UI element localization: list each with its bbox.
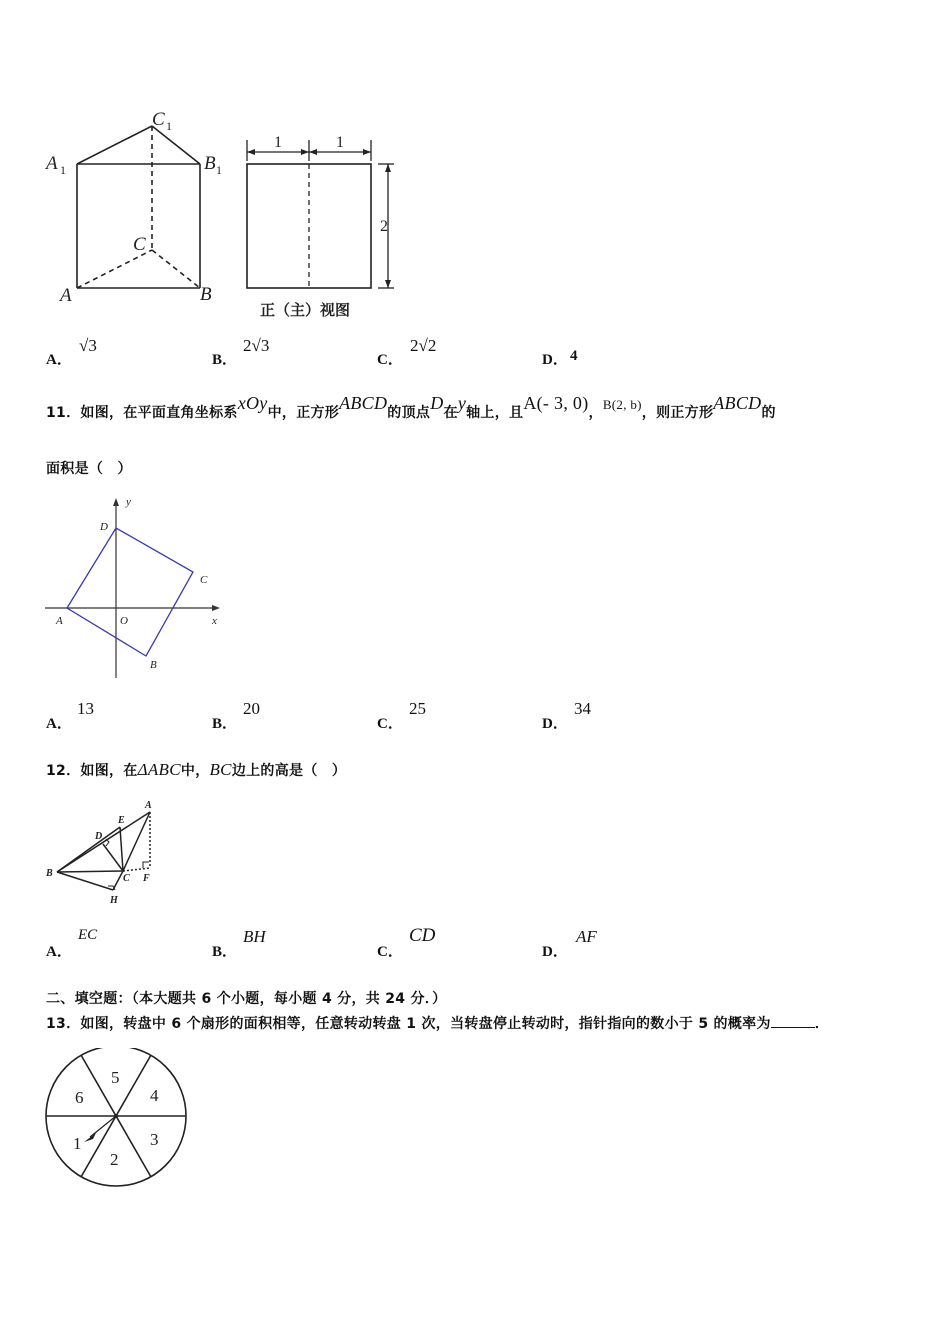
label-A1-sub: 1 [60,163,66,177]
q11-option-c-value: 25 [409,699,426,718]
q10-option-c-letter: C． [377,352,403,368]
q12-label-a: A [145,800,152,811]
q12-label-e: E [118,815,125,826]
q12-math-triangle: ΔABC [137,760,181,779]
q10-option-a-value: √3 [79,336,97,355]
q12-option-b-value: BH [243,927,266,946]
sector-1: 1 [73,1134,82,1153]
dim-top-left: 1 [274,134,282,151]
dim-top-right: 1 [336,134,344,151]
spinner-figure [40,1048,195,1193]
q12-option-d-letter: D． [542,944,568,960]
q12-option-d-value: AF [576,927,597,946]
q12-label-f: F [143,873,150,884]
q11-label-a: A [56,615,63,627]
sector-5: 5 [111,1068,120,1087]
q13-end: ． [814,1016,830,1032]
q11-label-c: C [200,574,208,586]
q12-math-bc: BC [209,760,232,779]
q11-coordinate-figure [40,490,240,685]
label-B: B [200,284,212,305]
q12-label-c: C [123,873,130,884]
q11-option-a-letter: A． [46,716,72,732]
q11-text-1: 如图，在平面直角坐标系 [80,405,238,421]
section-2-title: 二、填空题：（本大题共 6 个小题，每小题 4 分，共 24 分．） [46,991,447,1007]
q12-option-b-letter: B． [212,944,238,960]
label-C1: C [152,109,165,130]
q11-label-b: B [150,659,157,671]
q12-label-h: H [110,895,118,906]
q11-text-4: 在 [443,405,458,421]
q11-math-b-point: B(2, b) [602,397,642,412]
q12-label-b: B [46,868,53,879]
label-C: C [133,234,146,255]
sector-3: 3 [150,1130,159,1149]
q12-option-c-letter: C． [377,944,403,960]
dim-right: 2 [380,218,388,235]
q12-label-d: D [95,831,103,842]
q12-option-a-letter: A． [46,944,72,960]
q11-option-a-value: 13 [77,699,94,718]
q11-option-c-letter: C． [377,716,403,732]
label-C1-sub: 1 [166,119,172,133]
q10-option-a-letter: A． [46,352,72,368]
prism-figure [40,105,235,305]
q11-text-8: 的 [761,405,776,421]
q10-option-d-letter: D． [542,352,568,368]
q11-option-b-letter: B． [212,716,238,732]
front-view-caption: 正（主）视图 [260,301,351,319]
label-B1: B [204,153,216,174]
q12-text-2: 中， [180,763,210,779]
label-B1-sub: 1 [216,163,222,177]
q11-text-5: 轴上，且 [466,405,524,421]
q11-math-abcd: ABCD [339,393,388,413]
q11-text-2: 中，正方形 [267,405,340,421]
q10-option-b-letter: B． [212,352,238,368]
q11-label-d: D [100,521,108,533]
q11-math-abcd-2: ABCD [713,393,762,413]
q10-option-d-value: 4 [570,348,578,364]
q11-math-xoy: xOy [237,393,268,413]
q13-stem [46,1013,829,1033]
q11-stem [46,393,906,422]
q11-number: 11． [46,405,81,421]
q12-stem [46,760,346,780]
q10-option-b-value: 2√3 [243,336,270,355]
label-A: A [60,285,72,305]
q12-text-1: 如图，在 [80,763,138,779]
sector-6: 6 [75,1088,84,1107]
q11-option-d-letter: D． [542,716,568,732]
q11-text-6: ， [588,405,603,421]
q12-option-c-value: CD [409,925,436,946]
q11-math-d: D [430,393,444,413]
q11-label-x: x [212,615,217,627]
q11-option-b-value: 20 [243,699,260,718]
q11-text-3: 的顶点 [387,405,431,421]
q12-triangle-figure [40,795,170,915]
front-view-figure [238,128,408,328]
q11-label-y: y [126,496,131,508]
q13-text: 如图，转盘中 6 个扇形的面积相等，任意转动转盘 1 次，当转盘停止转动时，指针指向的数小于 5 的概率为 [80,1016,771,1032]
q11-text-7: ，则正方形 [641,405,714,421]
q11-math-y: y [457,393,467,413]
q12-number: 12． [46,763,81,779]
label-A1: A [46,153,58,174]
q11-option-d-value: 34 [574,699,591,718]
q11-math-a-point: A(- 3, 0) [523,393,589,413]
q11-label-o: O [120,615,128,627]
sector-2: 2 [110,1150,119,1169]
sector-4: 4 [150,1086,159,1105]
q12-text-3: 边上的高是（ ） [231,763,347,779]
q13-answer-blank[interactable] [771,1015,815,1028]
q13-number: 13． [46,1016,81,1032]
q12-option-a-value: EC [78,927,98,943]
q10-option-c-value: 2√2 [410,336,437,355]
q11-stem-line2: 面积是（ ） [46,461,132,477]
